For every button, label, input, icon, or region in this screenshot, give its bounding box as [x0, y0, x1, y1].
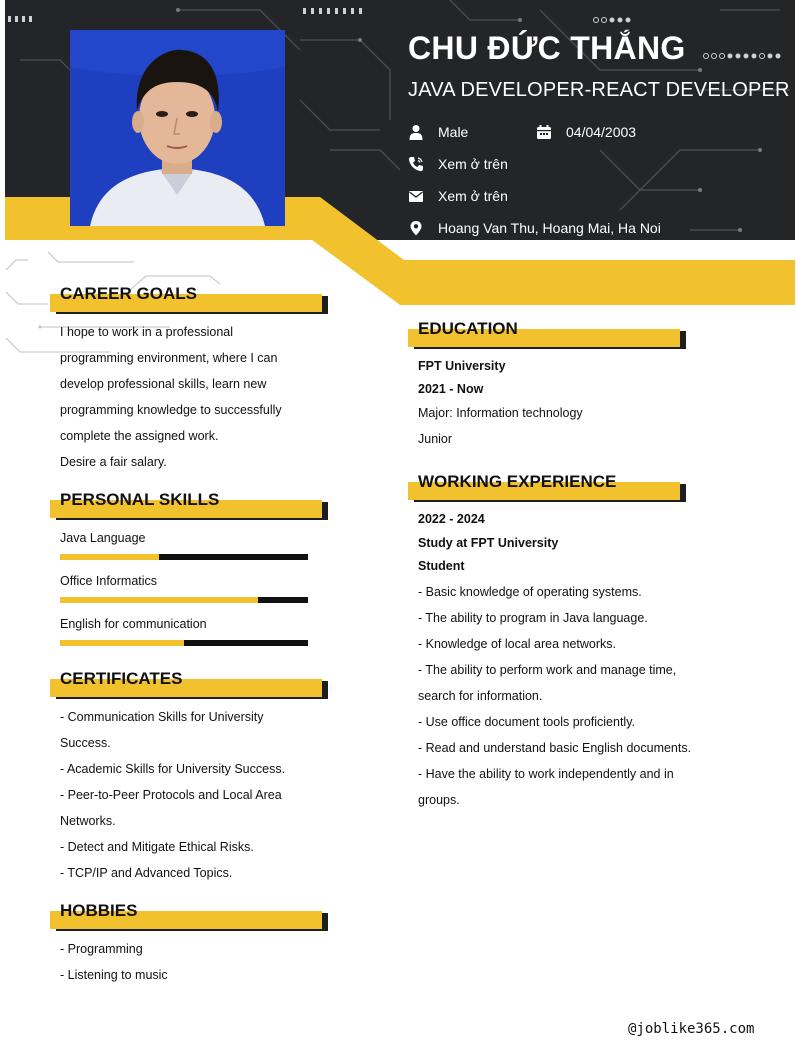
education-extra	[418, 400, 748, 452]
education-major: Major: Information technology	[418, 406, 583, 420]
experience-line: - Use office document tools proficiently.	[418, 715, 635, 729]
experience-line: - Basic knowledge of operating systems.	[418, 585, 642, 599]
certificate-line: - Academic Skills for University Success.	[60, 762, 286, 776]
certificate-line: - Peer-to-Peer Protocols and Local Area	[60, 788, 282, 802]
experience-line: groups.	[418, 793, 460, 807]
experience-line: - The ability to program in Java language.	[418, 611, 648, 625]
envelope-icon	[408, 188, 424, 204]
experience-title: WORKING EXPERIENCE	[418, 472, 617, 491]
career-goals-line: programming environment, where I can	[60, 351, 278, 365]
skill-label: Office Informatics	[60, 574, 158, 588]
candidate-name: CHU ĐỨC THẮNG	[408, 30, 686, 66]
experience-place: Study at FPT University	[418, 535, 559, 550]
experience-line: search for information.	[418, 689, 543, 703]
birthday-row	[536, 124, 636, 140]
certificate-line: Success.	[60, 736, 111, 750]
skill-bar-fill	[60, 640, 184, 646]
email-row	[408, 188, 508, 204]
certificate-line: - Detect and Mitigate Ethical Risks.	[60, 840, 254, 854]
skill-bar	[60, 640, 308, 646]
education-details	[418, 355, 748, 401]
career-goals-line: Desire a fair salary.	[60, 455, 167, 469]
phone-value: Xem ở trên	[438, 156, 508, 172]
experience-line: - Have the ability to work independently and in	[418, 767, 674, 781]
career-goals-line: develop professional skills, learn new	[60, 377, 267, 391]
career-goals-title: CAREER GOALS	[60, 284, 197, 303]
hobbies-title: HOBBIES	[60, 901, 138, 920]
personal-skills-heading	[50, 490, 328, 518]
experience-line: - The ability to perform work and manage time,	[418, 663, 677, 677]
education-title: EDUCATION	[418, 319, 518, 338]
experience-position: Student	[418, 559, 465, 573]
skill-bar-fill	[60, 597, 258, 603]
gender-value: Male	[438, 124, 469, 140]
job-title: JAVA DEVELOPER-REACT DEVELOPER	[408, 79, 790, 101]
profile-photo	[70, 30, 285, 226]
watermark: @joblike365.com	[628, 1021, 755, 1037]
skill-label: Java Language	[60, 531, 146, 545]
certificates-heading	[50, 669, 328, 697]
education-year: Junior	[418, 432, 453, 446]
school-name: FPT University	[418, 359, 506, 373]
personal-skills-title: PERSONAL SKILLS	[60, 490, 220, 509]
address-row	[408, 220, 661, 236]
skill-label: English for communication	[60, 617, 207, 631]
email-value: Xem ở trên	[438, 188, 508, 204]
calendar-icon	[536, 124, 552, 140]
experience-heading	[408, 472, 686, 500]
gender-row	[408, 124, 468, 140]
skill-bar-fill	[60, 554, 159, 560]
phone-icon	[408, 156, 424, 172]
experience-header	[418, 508, 748, 579]
career-goals-line: programming knowledge to successfully	[60, 403, 282, 417]
certificate-line: - Communication Skills for University	[60, 710, 264, 724]
skill-bar	[60, 554, 308, 560]
experience-line: - Knowledge of local area networks.	[418, 637, 617, 651]
hobbies-heading	[50, 901, 328, 929]
address-value: Hoang Van Thu, Hoang Mai, Ha Noi	[438, 220, 661, 236]
certificate-line: Networks.	[60, 814, 116, 828]
certificates-title: CERTIFICATES	[60, 669, 183, 688]
phone-row	[408, 156, 508, 172]
experience-line: - Read and understand basic English documents.	[418, 741, 692, 755]
location-pin-icon	[408, 220, 424, 236]
career-goals-heading	[50, 284, 328, 312]
certificates-list	[60, 704, 330, 886]
hobbies-list	[60, 936, 330, 988]
career-goals-text	[60, 319, 330, 475]
experience-list	[418, 579, 748, 813]
certificate-line: - TCP/IP and Advanced Topics.	[60, 866, 233, 880]
hobby-line: - Programming	[60, 942, 143, 956]
education-period: 2021 - Now	[418, 382, 484, 396]
person-icon	[408, 124, 424, 140]
experience-period: 2022 - 2024	[418, 512, 485, 526]
career-goals-line: complete the assigned work.	[60, 429, 219, 443]
birthday-value: 04/04/2003	[566, 124, 637, 140]
career-goals-line: I hope to work in a professional	[60, 325, 234, 339]
hobby-line: - Listening to music	[60, 968, 168, 982]
education-heading	[408, 319, 686, 347]
skill-bar	[60, 597, 308, 603]
